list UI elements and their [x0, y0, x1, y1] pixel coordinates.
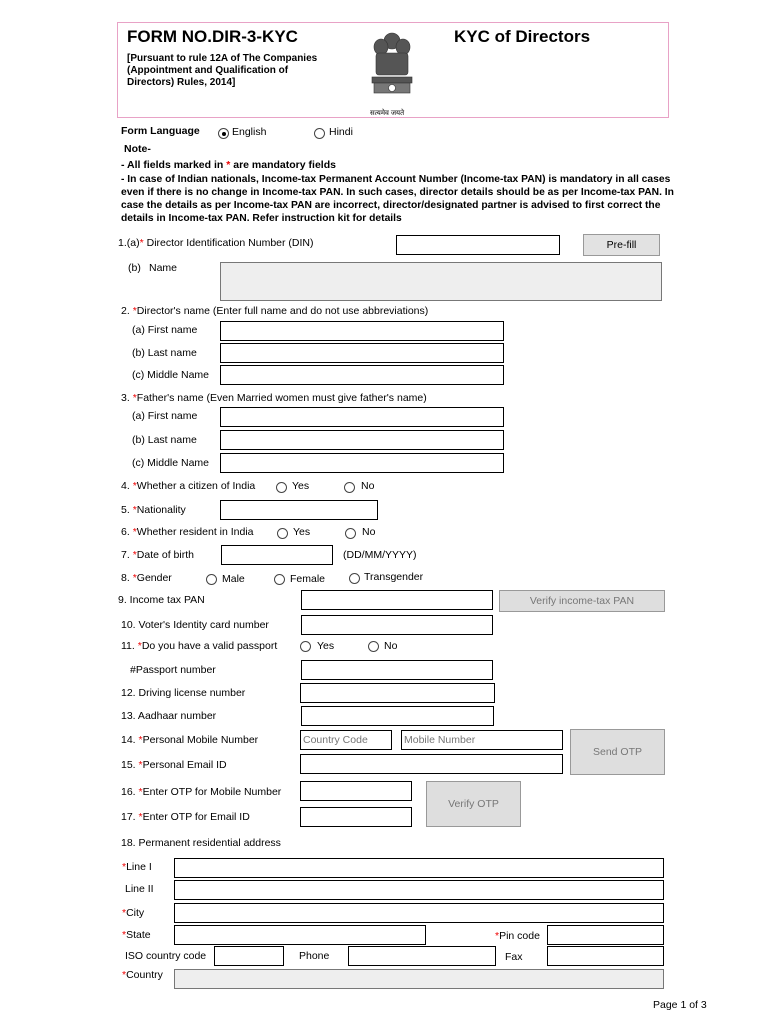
- gender-transgender-label: Transgender: [364, 571, 424, 583]
- citizen-no-label: No: [361, 480, 375, 492]
- passport-no-label: No: [384, 640, 398, 652]
- resident-no-radio[interactable]: [345, 528, 356, 539]
- director-last-name-input[interactable]: [220, 343, 504, 363]
- passport-yes-radio[interactable]: [300, 641, 311, 652]
- q18-label: 18. Permanent residential address: [121, 837, 281, 849]
- citizen-yes-radio[interactable]: [276, 482, 287, 493]
- din-input[interactable]: [396, 235, 560, 255]
- q12-label: 12. Driving license number: [121, 687, 246, 699]
- nationality-input[interactable]: [220, 500, 378, 520]
- pan-input[interactable]: [301, 590, 493, 610]
- language-english-radio[interactable]: [218, 128, 229, 139]
- q1b-label: Name: [149, 262, 178, 274]
- father-first-name-input[interactable]: [220, 407, 504, 427]
- pin-code-input[interactable]: [547, 925, 664, 945]
- gender-female-radio[interactable]: [274, 574, 285, 585]
- q11-label: 11. *Do you have a valid passport: [121, 640, 278, 652]
- gender-male-label: Male: [222, 573, 245, 585]
- father-middle-name-input[interactable]: [220, 453, 504, 473]
- address-line1-label: *Line I: [122, 861, 152, 873]
- note-pan-4: details in Income-tax PAN. Refer instruction kit for details: [121, 213, 402, 224]
- country-display: [174, 969, 664, 989]
- address-line1-input[interactable]: [174, 858, 664, 878]
- q3-label: 3. *Father's name (Even Married women must give father's name): [121, 392, 427, 404]
- q5-label: 5. *Nationality: [121, 504, 186, 516]
- city-input[interactable]: [174, 903, 664, 923]
- mobile-number-input[interactable]: [401, 730, 563, 750]
- q1b-num: (b): [128, 262, 141, 274]
- form-header: [117, 22, 669, 118]
- pin-code-label: *Pin code: [495, 930, 540, 942]
- dob-format-hint: (DD/MM/YYYY): [343, 549, 417, 561]
- father-last-name-input[interactable]: [220, 430, 504, 450]
- iso-country-code-input[interactable]: [214, 946, 284, 966]
- verify-otp-button[interactable]: Verify OTP: [426, 781, 521, 827]
- emblem-icon: [364, 27, 420, 105]
- form-title: KYC of Directors: [454, 27, 591, 46]
- language-english-label: English: [232, 126, 267, 138]
- prefill-button[interactable]: Pre-fill: [583, 234, 660, 256]
- fax-label: Fax: [505, 951, 523, 963]
- phone-input[interactable]: [348, 946, 496, 966]
- passport-number-input[interactable]: [301, 660, 493, 680]
- country-label: *Country: [122, 969, 163, 981]
- q16-label: 16. *Enter OTP for Mobile Number: [121, 786, 282, 798]
- q10-label: 10. Voter's Identity card number: [121, 619, 269, 631]
- q7-label: 7. *Date of birth: [121, 549, 194, 561]
- gender-female-label: Female: [290, 573, 326, 585]
- form-language-label: Form Language: [121, 125, 200, 137]
- email-otp-input[interactable]: [300, 807, 412, 827]
- director-first-name-input[interactable]: [220, 321, 504, 341]
- citizen-no-radio[interactable]: [344, 482, 355, 493]
- voter-id-input[interactable]: [301, 615, 493, 635]
- passport-number-label: #Passport number: [130, 664, 216, 676]
- iso-country-code-label: ISO country code: [125, 950, 207, 962]
- dob-input[interactable]: [221, 545, 333, 565]
- q3-last-name-label: (b) Last name: [132, 434, 197, 446]
- gender-transgender-radio[interactable]: [349, 573, 360, 584]
- q14-label: 14. *Personal Mobile Number: [121, 734, 259, 746]
- q3-middle-name-label: (c) Middle Name: [132, 457, 210, 469]
- note-mandatory: - All fields marked in * are mandatory fields: [121, 159, 336, 171]
- state-input[interactable]: [174, 925, 426, 945]
- note-pan-3: case the details as per Income-tax PAN are incorrect, director/designated partner is advised to first correct the: [121, 200, 661, 211]
- form-subtitle-3: Directors) Rules, 2014]: [127, 77, 236, 88]
- address-line2-input[interactable]: [174, 880, 664, 900]
- aadhaar-input[interactable]: [301, 706, 494, 726]
- director-name-display: [220, 262, 662, 301]
- resident-yes-radio[interactable]: [277, 528, 288, 539]
- q2-middle-name-label: (c) Middle Name: [132, 369, 210, 381]
- note-pan-1: - In case of Indian nationals, Income-tax Permanent Account Number (Income-tax PAN) is mandatory in all cases: [121, 174, 671, 185]
- citizen-yes-label: Yes: [292, 480, 310, 492]
- address-line2-label: Line II: [125, 883, 154, 895]
- q2-last-name-label: (b) Last name: [132, 347, 197, 359]
- q15-label: 15. *Personal Email ID: [121, 759, 227, 771]
- send-otp-button[interactable]: Send OTP: [570, 729, 665, 775]
- q2-label: 2. *Director's name (Enter full name and do not use abbreviations): [121, 305, 429, 317]
- form-subtitle-2: (Appointment and Qualification of: [127, 65, 289, 76]
- emblem-caption: सत्यमेव जयते: [370, 110, 405, 117]
- page-indicator: Page 1 of 3: [653, 999, 707, 1011]
- passport-no-radio[interactable]: [368, 641, 379, 652]
- q13-label: 13. Aadhaar number: [121, 710, 217, 722]
- q8-label: 8. *Gender: [121, 572, 172, 584]
- q9-label: 9. Income tax PAN: [118, 594, 205, 606]
- resident-no-label: No: [362, 526, 376, 538]
- q4-label: 4. *Whether a citizen of India: [121, 480, 256, 492]
- state-label: *State: [122, 929, 151, 941]
- q3-first-name-label: (a) First name: [132, 410, 198, 422]
- city-label: *City: [122, 907, 145, 919]
- fax-input[interactable]: [547, 946, 664, 966]
- resident-yes-label: Yes: [293, 526, 311, 538]
- country-code-input[interactable]: [300, 730, 392, 750]
- q1a-label: 1.(a)* Director Identification Number (DIN): [118, 237, 314, 249]
- language-hindi-label: Hindi: [329, 126, 353, 138]
- form-number: FORM NO.DIR-3-KYC: [127, 27, 298, 46]
- note-pan-2: even if there is no change in Income-tax PAN. In such cases, director details should be as per Income-tax PAN. In: [121, 187, 674, 198]
- driving-license-input[interactable]: [300, 683, 495, 703]
- passport-yes-label: Yes: [317, 640, 335, 652]
- director-middle-name-input[interactable]: [220, 365, 504, 385]
- q17-label: 17. *Enter OTP for Email ID: [121, 811, 250, 823]
- form-subtitle-1: [Pursuant to rule 12A of The Companies: [127, 53, 318, 64]
- q6-label: 6. *Whether resident in India: [121, 526, 254, 538]
- email-input[interactable]: [300, 754, 563, 774]
- language-hindi-radio[interactable]: [314, 128, 325, 139]
- mobile-otp-input[interactable]: [300, 781, 412, 801]
- phone-label: Phone: [299, 950, 330, 962]
- note-heading: Note-: [124, 143, 151, 155]
- q2-first-name-label: (a) First name: [132, 324, 198, 336]
- gender-male-radio[interactable]: [206, 574, 217, 585]
- verify-pan-button[interactable]: Verify income-tax PAN: [499, 590, 665, 612]
